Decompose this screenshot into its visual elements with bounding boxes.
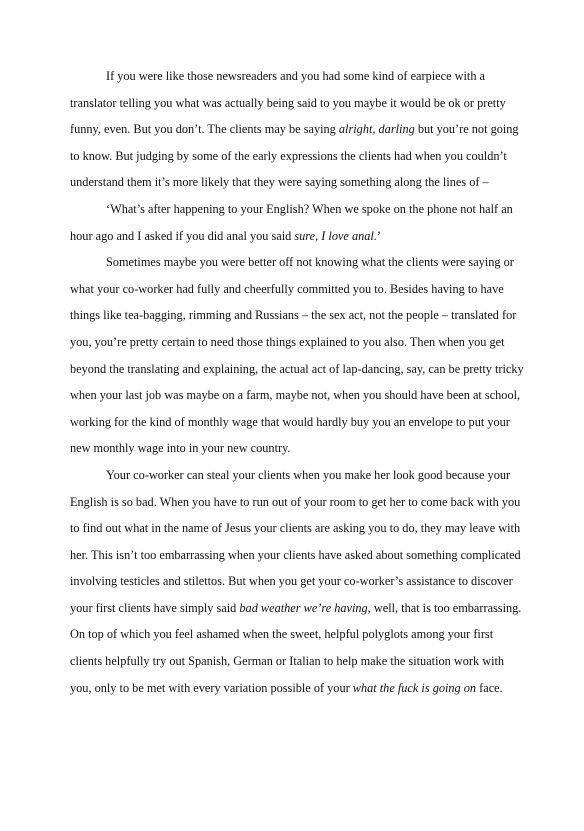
paragraph-4-text-end: face.: [476, 680, 503, 695]
paragraph-2-closing-quote: ’: [376, 228, 382, 243]
paragraph-2-quote: [70, 196, 524, 249]
paragraph-1-text: If you were like those newsreaders and you had some kind of earpiece with a translator telling you what was actually being said to you maybe it would be ok or pretty funny, even. But you don’t. The clients may be saying: [70, 69, 506, 137]
paragraph-2-italic-phrase: sure, I love anal.: [294, 228, 377, 243]
paragraph-4-italic-phrase-1: bad weather we’re having: [239, 600, 368, 615]
paragraph-1-italic-phrase: alright, darling: [338, 122, 415, 137]
document-page: [70, 63, 524, 701]
paragraph-2-text: ‘What’s after happening to your English? When we spoke on the phone not half an hour ago and I asked if you did anal you said: [70, 201, 513, 243]
paragraph-4-italic-phrase-2: what the fuck is going on: [352, 680, 477, 695]
paragraph-1: [70, 63, 524, 196]
paragraph-3-text: Sometimes maybe you were better off not knowing what the clients were saying or what your co-worker had fully and cheerfully committed you to. Besides having to have things like tea-bagging, rimming and Russians – the sex act, not the people – translated for you, you’re pretty certain to need those things explained to you also. Then when you get beyond the translating and explaining, the actual act of lap-dancing, say, can be pretty tricky when your last job was maybe on a farm, maybe not, when you should have been at school, working for the kind of monthly wage that would hardly buy you an envelope to put your new monthly wage into in your new country.: [70, 255, 524, 456]
paragraph-3: [70, 249, 524, 462]
paragraph-4-text-middle: , well, that is too embarrassing. On top of which you feel ashamed when the sweet, helpful polyglots among your first clients helpfully try out Spanish, German or Italian to help make the situation work with you, only to be met with every variation possible of your: [70, 600, 522, 695]
paragraph-1-text-end: but you’re not going to know. But judging by some of the early expressions the clients had when you couldn’t understand them it’s more likely that they were saying something along the lines of –: [70, 122, 519, 190]
paragraph-4: [70, 462, 524, 701]
paragraph-4-text: Your co-worker can steal your clients when you make her look good because your English is so bad. When you have to run out of your room to get her to come back with you to find out what in the name of Jesus your clients are asking you to do, they may leave with her. This isn’t too embarrassing when your clients have asked about something complicated involving testicles and stilettos. But when you get your co-worker’s assistance to discover your first clients have simply said: [70, 467, 521, 615]
